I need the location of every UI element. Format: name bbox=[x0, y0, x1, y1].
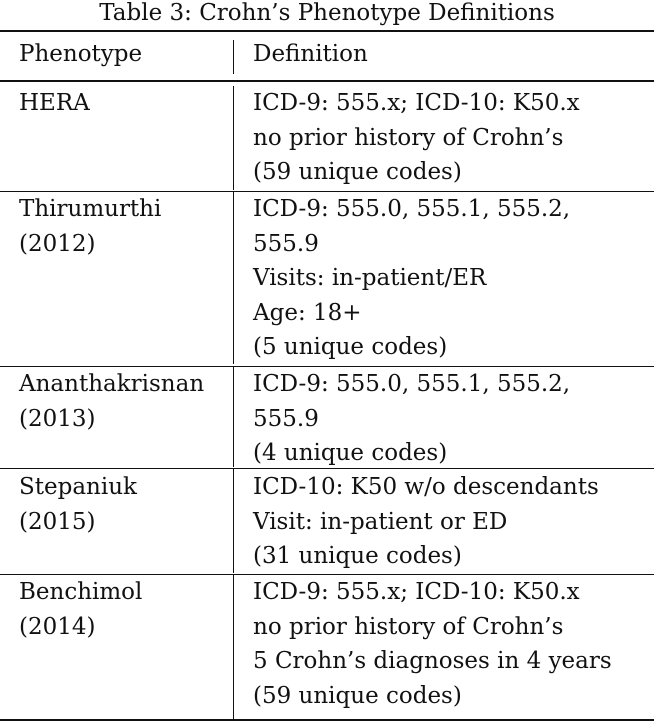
row-phenotype-line: (2013) bbox=[19, 405, 96, 432]
row-phenotype-line: (2014) bbox=[19, 613, 96, 640]
row-definition-line: no prior history of Crohn’s bbox=[253, 613, 564, 640]
row-phenotype-line: HERA bbox=[19, 90, 90, 116]
row-phenotype-line: Benchimol bbox=[19, 579, 143, 605]
table-caption: Table 3: Crohn’s Phenotype Definitions bbox=[99, 0, 555, 26]
row-definition-line: Age: 18+ bbox=[253, 299, 362, 326]
column-divider bbox=[233, 367, 234, 467]
row-definition-line: ICD-9: 555.0, 555.1, 555.2, bbox=[253, 196, 571, 222]
header-column-divider bbox=[233, 40, 234, 74]
column-divider bbox=[233, 469, 234, 573]
row-definition-line: (4 unique codes) bbox=[253, 440, 448, 466]
row-definition-line: no prior history of Crohn’s bbox=[253, 124, 564, 151]
header-rule bbox=[0, 80, 654, 82]
row-definition-line: (59 unique codes) bbox=[253, 682, 462, 709]
row-phenotype-line: (2012) bbox=[19, 230, 96, 257]
header-phenotype: Phenotype bbox=[19, 41, 143, 67]
row-definition-line: ICD-10: K50 w/o descendants bbox=[253, 474, 599, 500]
row-phenotype-line: Ananthakrisnan bbox=[19, 371, 205, 397]
row-definition-line: (5 unique codes) bbox=[253, 334, 448, 360]
header-definition: Definition bbox=[253, 41, 368, 67]
row-definition-line: 5 Crohn’s diagnoses in 4 years bbox=[253, 648, 612, 674]
row-definition-line: (31 unique codes) bbox=[253, 543, 462, 569]
column-divider bbox=[233, 192, 234, 364]
row-definition-line: Visits: in-patient/ER bbox=[253, 265, 487, 291]
row-definition-line: ICD-9: 555.x; ICD-10: K50.x bbox=[253, 579, 580, 605]
row-separator bbox=[0, 468, 654, 469]
column-divider bbox=[233, 575, 234, 719]
row-definition-line: ICD-9: 555.0, 555.1, 555.2, bbox=[253, 371, 571, 397]
row-definition-line: (59 unique codes) bbox=[253, 159, 462, 185]
top-rule bbox=[0, 30, 654, 32]
row-definition-line: 555.9 bbox=[253, 405, 319, 432]
column-divider bbox=[233, 86, 234, 190]
row-phenotype-line: Thirumurthi bbox=[19, 196, 162, 222]
row-definition-line: 555.9 bbox=[253, 230, 319, 257]
bottom-rule bbox=[0, 719, 654, 721]
row-definition-line: Visit: in-patient or ED bbox=[253, 508, 508, 535]
row-definition-line: ICD-9: 555.x; ICD-10: K50.x bbox=[253, 90, 580, 116]
row-phenotype-line: (2015) bbox=[19, 508, 96, 535]
row-phenotype-line: Stepaniuk bbox=[19, 474, 137, 500]
